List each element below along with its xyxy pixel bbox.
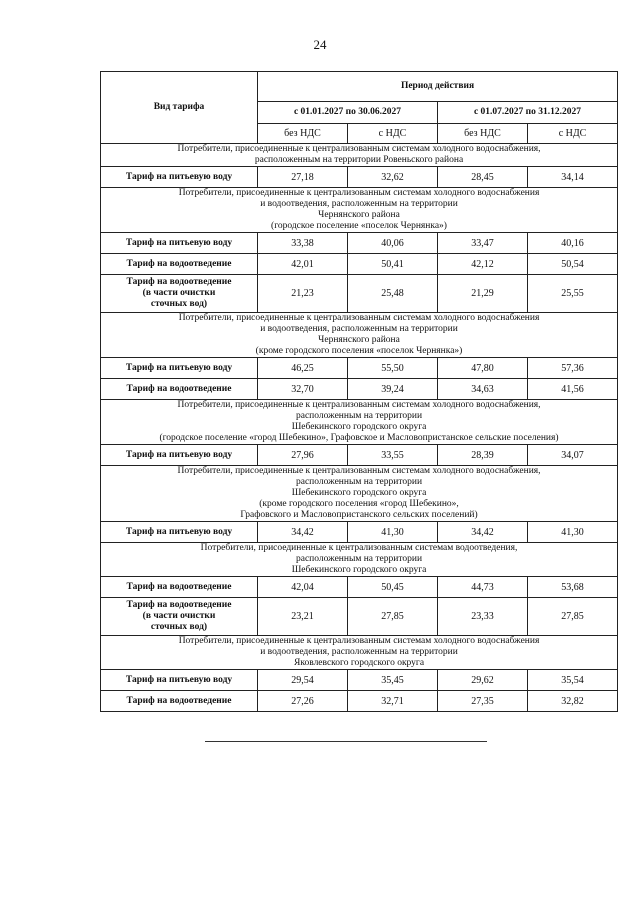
tariff-label-line: сточных вод): [150, 622, 208, 632]
tariff-value: 42,12: [438, 254, 528, 275]
section-header-row: [101, 636, 618, 670]
tariff-label: [101, 358, 258, 379]
tariff-label: [101, 167, 258, 188]
tariff-value: 42,01: [258, 254, 348, 275]
section-title-line: Потребители, присоединенные к централизованным системам холодного водоснабжения,: [177, 144, 541, 154]
section-title-line: Потребители, присоединенные к централизованным системам холодного водоснабжения: [178, 313, 540, 323]
tariff-value: 34,63: [438, 379, 528, 400]
tariff-value: 55,50: [348, 358, 438, 379]
tariff-label-line: Тариф на водоотведение: [126, 258, 232, 269]
section-title-line: (городское поселение «город Шебекино», Графовское и Масловопристанское сельские поселения): [159, 433, 559, 443]
tariff-value: 27,85: [528, 598, 618, 636]
section-title-line: Графовского и Масловопристанского сельских поселений): [240, 510, 478, 520]
tariff-label-line: Тариф на водоотведение: [126, 277, 232, 287]
tariff-value: 27,26: [258, 691, 348, 712]
tariff-value: 23,21: [258, 598, 348, 636]
tariff-label: [101, 445, 258, 466]
table-row: [101, 358, 618, 379]
tariff-label: [101, 233, 258, 254]
tariff-label-line: Тариф на водоотведение: [126, 600, 232, 610]
tariff-value: 50,41: [348, 254, 438, 275]
header-sub-col: с НДС: [528, 124, 618, 144]
footer-divider: [205, 741, 487, 742]
section-title-line: Чернянского района: [318, 335, 400, 345]
table-row: [101, 275, 618, 313]
tariff-value: 32,82: [528, 691, 618, 712]
tariff-value: 35,54: [528, 670, 618, 691]
tariff-value: 46,25: [258, 358, 348, 379]
section-title-line: и водоотведения, расположенным на территории: [260, 199, 458, 209]
section-title: [101, 466, 618, 522]
tariff-value: 42,04: [258, 577, 348, 598]
tariff-value: 44,73: [438, 577, 528, 598]
tariff-label-line: Тариф на питьевую воду: [125, 674, 233, 685]
section-title-line: Потребители, присоединенные к централизованным системам холодного водоснабжения,: [177, 466, 541, 476]
section-title-line: Потребители, присоединенные к централизованным системам холодного водоснабжения: [178, 636, 540, 646]
section-header-row: [101, 543, 618, 577]
tariff-value: 27,96: [258, 445, 348, 466]
section-header-row: [101, 144, 618, 167]
section-title-line: Потребители, присоединенные к централизованным системам холодного водоснабжения,: [177, 400, 541, 410]
tariff-label-line: Тариф на питьевую воду: [125, 171, 233, 182]
tariff-value: 29,54: [258, 670, 348, 691]
header-period-label: Период действия: [258, 72, 618, 102]
tariff-value: 34,14: [528, 167, 618, 188]
section-header-row: [101, 313, 618, 358]
tariff-value: 33,47: [438, 233, 528, 254]
tariff-label: [101, 275, 258, 313]
tariff-value: 32,62: [348, 167, 438, 188]
section-title: [101, 144, 618, 167]
tariff-value: 50,54: [528, 254, 618, 275]
section-header-row: [101, 400, 618, 445]
tariff-value: 33,55: [348, 445, 438, 466]
table-row: [101, 598, 618, 636]
section-title-line: расположенным на территории: [295, 554, 423, 564]
tariff-label-line: Тариф на водоотведение: [126, 695, 232, 706]
tariff-value: 33,38: [258, 233, 348, 254]
tariff-label: [101, 254, 258, 275]
tariff-label: [101, 379, 258, 400]
table-row: [101, 577, 618, 598]
section-title-line: Шебекинского городского округа: [291, 565, 427, 575]
section-title: [101, 636, 618, 670]
tariff-value: 32,71: [348, 691, 438, 712]
tariff-value: 27,18: [258, 167, 348, 188]
tariff-label: [101, 691, 258, 712]
table-row: [101, 233, 618, 254]
section-title: [101, 313, 618, 358]
tariff-label: [101, 522, 258, 543]
header-sub-col: без НДС: [258, 124, 348, 144]
header-sub-col: с НДС: [348, 124, 438, 144]
section-title-line: Яковлевского городского округа: [293, 658, 425, 668]
tariff-value: 23,33: [438, 598, 528, 636]
tariff-value: 41,30: [348, 522, 438, 543]
section-header-row: [101, 466, 618, 522]
tariff-label-line: (в части очистки: [142, 288, 216, 298]
tariff-value: 32,70: [258, 379, 348, 400]
tariff-value: 57,36: [528, 358, 618, 379]
table-row: [101, 254, 618, 275]
tariff-value: 34,42: [438, 522, 528, 543]
tariff-value: 34,07: [528, 445, 618, 466]
tariff-value: 29,62: [438, 670, 528, 691]
tariff-value: 34,42: [258, 522, 348, 543]
tariff-value: 27,35: [438, 691, 528, 712]
tariff-value: 40,16: [528, 233, 618, 254]
section-title-line: расположенным на территории Ровеньского района: [254, 155, 464, 165]
tariff-value: 25,48: [348, 275, 438, 313]
header-type-label: Вид тарифа: [101, 72, 258, 144]
tariff-value: 28,39: [438, 445, 528, 466]
table-row: [101, 670, 618, 691]
tariff-label-line: Тариф на питьевую воду: [125, 526, 233, 537]
section-title-line: (городское поселение «поселок Чернянка»): [271, 221, 447, 231]
tariff-value: 47,80: [438, 358, 528, 379]
tariff-value: 40,06: [348, 233, 438, 254]
tariff-label-line: (в части очистки: [142, 611, 216, 621]
section-header-row: [101, 188, 618, 233]
tariff-value: 41,30: [528, 522, 618, 543]
header-period-2: с 01.07.2027 по 31.12.2027: [438, 102, 618, 124]
section-title: [101, 400, 618, 445]
table-row: [101, 445, 618, 466]
section-title: [101, 543, 618, 577]
tariff-table: [100, 71, 618, 712]
tariff-value: 35,45: [348, 670, 438, 691]
section-title-line: Чернянского района: [318, 210, 400, 220]
tariff-label: [101, 577, 258, 598]
tariff-value: 25,55: [528, 275, 618, 313]
tariff-label-line: Тариф на питьевую воду: [125, 362, 233, 373]
tariff-label-line: Тариф на водоотведение: [126, 581, 232, 592]
tariff-value: 21,29: [438, 275, 528, 313]
tariff-label: [101, 598, 258, 636]
section-title-line: расположенным на территории: [295, 477, 423, 487]
tariff-value: 50,45: [348, 577, 438, 598]
tariff-label: [101, 670, 258, 691]
tariff-value: 39,24: [348, 379, 438, 400]
section-title-line: Потребители, присоединенные к централизованным системам водоотведения,: [200, 543, 518, 553]
tariff-value: 27,85: [348, 598, 438, 636]
tariff-label-line: сточных вод): [150, 299, 208, 309]
section-title: [101, 188, 618, 233]
section-title-line: Шебекинского городского округа: [291, 422, 427, 432]
tariff-label-line: Тариф на водоотведение: [126, 383, 232, 394]
tariff-value: 53,68: [528, 577, 618, 598]
table-row: [101, 167, 618, 188]
header-sub-col: без НДС: [438, 124, 528, 144]
section-title-line: и водоотведения, расположенным на территории: [260, 647, 458, 657]
page-number: 24: [313, 37, 327, 52]
table-row: [101, 522, 618, 543]
header-period-1: с 01.01.2027 по 30.06.2027: [258, 102, 438, 124]
section-title-line: Шебекинского городского округа: [291, 488, 427, 498]
section-title-line: (кроме городского поселения «поселок Чернянка»): [255, 346, 463, 356]
tariff-value: 28,45: [438, 167, 528, 188]
section-title-line: расположенным на территории: [295, 411, 423, 421]
section-title-line: Потребители, присоединенные к централизованным системам холодного водоснабжения: [178, 188, 540, 198]
tariff-label-line: Тариф на питьевую воду: [125, 449, 233, 460]
tariff-label-line: Тариф на питьевую воду: [125, 237, 233, 248]
tariff-value: 41,56: [528, 379, 618, 400]
tariff-value: 21,23: [258, 275, 348, 313]
section-title-line: (кроме городского поселения «город Шебекино»,: [259, 499, 459, 509]
table-row: [101, 379, 618, 400]
table-row: [101, 691, 618, 712]
section-title-line: и водоотведения, расположенным на территории: [260, 324, 458, 334]
